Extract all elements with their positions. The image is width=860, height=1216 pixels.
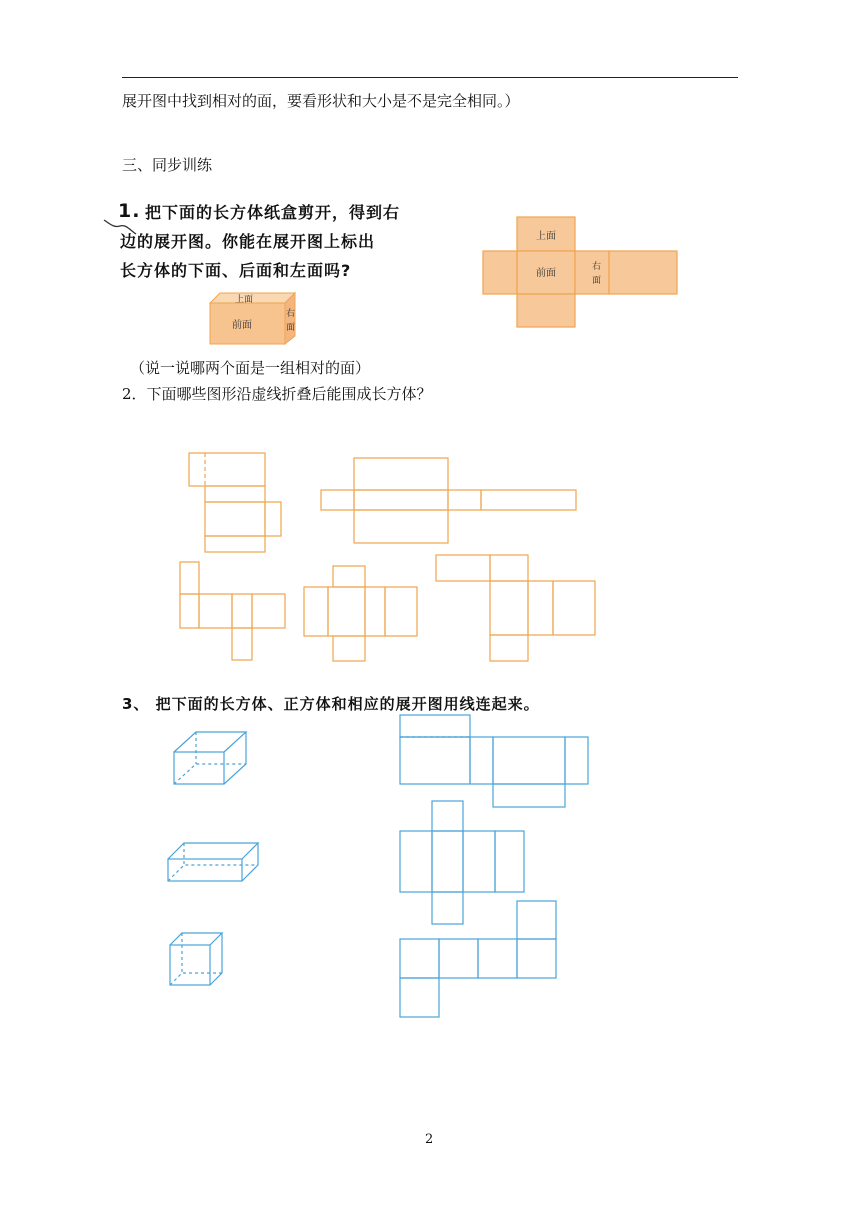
q3-figures: [160, 712, 610, 1022]
q3-net-2: [400, 801, 524, 924]
q1-hint: （说一说哪两个面是一组相对的面）: [130, 359, 371, 377]
q1-box-right-label-2: 面: [286, 323, 296, 333]
q1-cuboid-figure: [205, 288, 300, 348]
q1-line-1: 把下面的长方体纸盒剪开，得到右: [145, 203, 401, 222]
q3-net-1: [400, 715, 588, 807]
q1-net-right-label-2: 面: [592, 276, 602, 286]
q2-net-d: [304, 566, 417, 661]
q1-line-3: 长方体的下面、后面和左面吗?: [120, 261, 352, 280]
q1-net-right-label-1: 右: [592, 262, 602, 272]
q2-nets-figure: [170, 445, 610, 670]
q1-net-top-label: 上面: [536, 231, 556, 242]
q2-net-b: [321, 458, 576, 543]
q2-net-a: [189, 453, 281, 552]
q1-number: 1.: [118, 200, 141, 222]
q1-net-figure: [480, 214, 680, 330]
header-rule: [122, 77, 738, 78]
q3-solid-3: [170, 933, 222, 985]
q3-question: 3、 把下面的长方体、正方体和相应的展开图用线连起来。: [122, 695, 540, 713]
continued-text: 展开图中找到相对的面，要看形状和大小是不是完全相同。）: [122, 92, 520, 110]
q2-net-e: [436, 555, 595, 661]
q3-solid-1: [174, 732, 246, 784]
q2-net-c: [180, 562, 285, 660]
q1-box-top-label: 上面: [235, 295, 254, 305]
q2-question: 2．下面哪些图形沿虚线折叠后能围成长方体？: [122, 385, 432, 403]
q1-box-front-label: 前面: [232, 320, 252, 331]
q3-solid-2: [168, 843, 258, 881]
section-heading: 三、同步训练: [122, 156, 213, 174]
q1-box-right-label-1: 右: [286, 309, 296, 319]
q1-net-front-label: 前面: [536, 268, 556, 279]
page-number: 2: [425, 1132, 434, 1147]
q3-net-3: [400, 901, 556, 1017]
q1-line-2: 边的展开图。你能在展开图上标出: [120, 232, 376, 251]
